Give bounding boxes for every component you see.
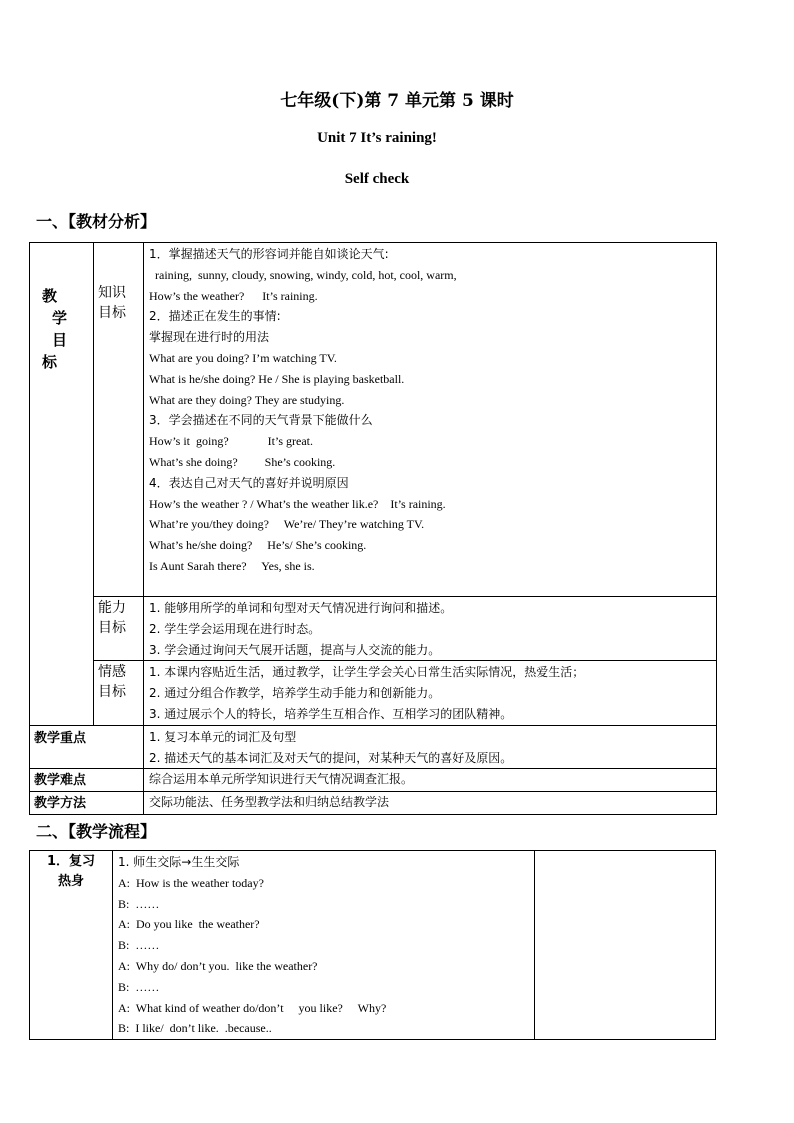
knowledge-line: 4．表达自己对天气的喜好并说明原因 — [149, 475, 349, 490]
knowledge-label-cell — [94, 243, 144, 597]
step-label-line1: 1．复习 — [46, 854, 96, 869]
lesson-subtitle: Self check — [344, 171, 410, 187]
knowledge-line: 3．学会描述在不同的天气背景下能做什么 — [149, 413, 373, 428]
ability-label-cell — [94, 597, 144, 661]
emotion-label-line1: 情感 — [98, 664, 126, 681]
ability-line: 3. 学会通过询问天气展开话题，提高与人交流的能力。 — [149, 642, 441, 657]
knowledge-line: What is he/she doing? He / She is playing basketball. — [149, 371, 405, 386]
knowledge-line: How’s the weather? It’s raining. — [149, 288, 318, 303]
dialogue-line: A: Do you like the weather? — [118, 917, 260, 932]
emotion-label-line2: 目标 — [98, 684, 126, 701]
knowledge-content-cell — [144, 243, 717, 597]
knowledge-line: Is Aunt Sarah there? Yes, she is. — [149, 558, 315, 573]
objectives-char-4: 标 — [42, 353, 58, 371]
knowledge-line: raining, sunny, cloudy, snowing, windy, cold, hot, cool, warm, — [149, 267, 457, 282]
dialogue-line: B: …… — [118, 938, 160, 953]
ability-line: 2. 学生学会运用现在进行时态。 — [149, 621, 321, 636]
dialogue-line: A: How is the weather today? — [118, 875, 264, 890]
emotion-content-cell — [144, 661, 717, 725]
key-points-label: 教学重点 — [34, 730, 87, 746]
methods-text: 交际功能法、任务型教学法和归纳总结教学法 — [149, 795, 390, 810]
section-heading-analysis: 一、【教材分析】 — [36, 212, 157, 231]
methods-content-cell — [144, 792, 717, 815]
ability-content-cell — [144, 597, 717, 661]
difficulties-label-cell — [30, 769, 144, 792]
step-label-cell — [30, 851, 113, 1040]
knowledge-line: How’s it going? It’s great. — [149, 434, 313, 449]
key-point-line: 2. 描述天气的基本词汇及对天气的提问，对某种天气的喜好及原因。 — [149, 750, 513, 765]
difficulties-text: 综合运用本单元所学知识进行天气情况调查汇报。 — [149, 772, 414, 787]
knowledge-line: 2．描述正在发生的事情: — [149, 309, 281, 324]
knowledge-line: 掌握现在进行时的用法 — [149, 330, 270, 345]
knowledge-line: What’s she doing? She’s cooking. — [149, 454, 336, 469]
difficulties-label: 教学难点 — [34, 773, 87, 789]
ability-label-line2: 目标 — [98, 620, 126, 636]
dialogue-line: B: I like/ don’t like. .because.. — [118, 1021, 272, 1036]
dialogue-line: A: Why do/ don’t you. like the weather? — [118, 958, 318, 973]
analysis-table — [29, 242, 717, 815]
dialogue-line: B: …… — [118, 896, 160, 911]
knowledge-line: What’re you/they doing? We’re/ They’re watching TV. — [149, 517, 425, 532]
step-content-cell — [113, 851, 535, 1040]
notes-cell — [535, 851, 716, 1040]
key-points-label-cell — [30, 725, 144, 769]
key-point-line: 1. 复习本单元的词汇及句型 — [149, 729, 297, 744]
step-label-line2: 热身 — [57, 874, 84, 889]
objectives-label-cell — [30, 243, 94, 726]
knowledge-line: What are you doing? I’m watching TV. — [149, 350, 337, 365]
methods-label: 教学方法 — [34, 796, 87, 812]
emotion-line: 2. 通过分组合作教学，培养学生动手能力和创新能力。 — [149, 686, 441, 701]
page-title: 七年级(下)第 7 单元第 5 课时 — [280, 91, 514, 111]
dialogue-line: B: …… — [118, 979, 160, 994]
emotion-line: 1. 本课内容贴近生活，通过教学，让学生学会关心日常生活实际情况，热爱生活； — [149, 665, 585, 680]
process-table — [29, 850, 716, 1040]
key-points-content-cell — [144, 725, 717, 769]
unit-title: Unit 7 It’s raining! — [317, 130, 437, 146]
knowledge-line: What are they doing? They are studying. — [149, 392, 345, 407]
ability-label-line1: 能力 — [98, 600, 126, 616]
difficulties-content-cell — [144, 769, 717, 792]
objectives-char-1: 教 — [42, 287, 58, 305]
methods-label-cell — [30, 792, 144, 815]
dialogue-line: 1. 师生交际→生生交际 — [118, 855, 240, 869]
section-heading-process: 二、【教学流程】 — [36, 822, 157, 841]
knowledge-label-line2: 目标 — [98, 305, 126, 321]
knowledge-label-line1: 知识 — [98, 285, 126, 301]
knowledge-line: 1．掌握描述天气的形容词并能自如谈论天气: — [149, 247, 389, 261]
emotion-label-cell — [94, 661, 144, 725]
objectives-char-3: 目 — [52, 331, 68, 349]
emotion-line: 3. 通过展示个人的特长，培养学生互相合作、互相学习的团队精神。 — [149, 706, 513, 721]
dialogue-line: A: What kind of weather do/don’t you like? Why? — [118, 1000, 387, 1015]
knowledge-line: How’s the weather ? / What’s the weather lik.e? It’s raining. — [149, 496, 446, 511]
objectives-char-2: 学 — [52, 309, 68, 327]
ability-line: 1. 能够用所学的单词和句型对天气情况进行询问和描述。 — [149, 601, 453, 615]
knowledge-line: What’s he/she doing? He’s/ She’s cooking. — [149, 538, 367, 553]
